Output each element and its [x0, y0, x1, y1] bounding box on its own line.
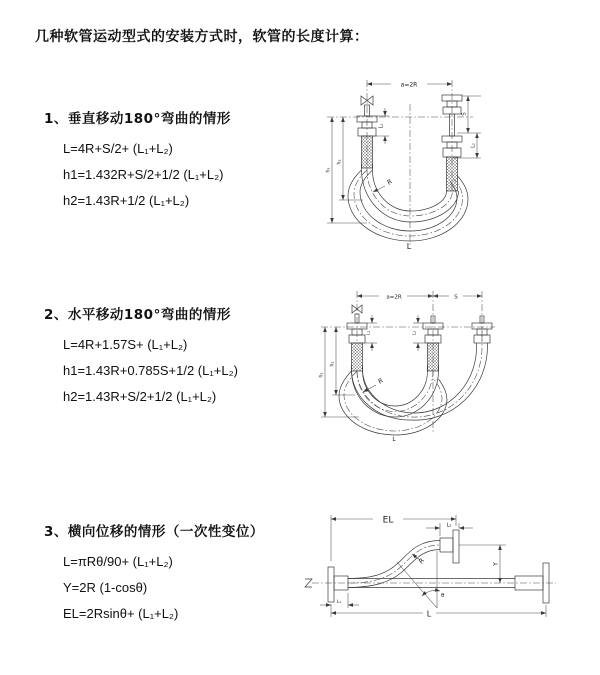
braided-hose [447, 157, 458, 191]
radius-callout [363, 376, 385, 392]
diagram-horizontal-180-bend [303, 283, 498, 448]
dim-y [459, 545, 506, 583]
braided-hose [362, 136, 373, 168]
dim-label-a2r: a=2R [386, 294, 402, 301]
break-symbol [305, 579, 312, 587]
braided-hose [352, 343, 363, 371]
dim-label-a2r: a=2R [400, 81, 418, 89]
section-heading: 2、水平移动180°弯曲的情形 [44, 307, 231, 323]
left-flange-fitting [328, 567, 348, 602]
radius-callout [373, 177, 394, 192]
dim-label-l1: L₁ [366, 330, 372, 336]
dim-label-l2: L₂ [412, 330, 418, 336]
centerlines [318, 291, 495, 433]
diagram-lateral-displacement [298, 505, 560, 625]
formula-line: Y=2R (1-cosθ) [63, 580, 148, 595]
dim-label-l2: L₂ [446, 522, 452, 529]
dim-l2 [426, 523, 473, 537]
dim-h1-h2 [326, 117, 368, 223]
centerlines [305, 579, 556, 587]
dim-l1 [365, 315, 377, 351]
dim-label-r: R [417, 556, 427, 566]
dim-label-h1: h₁ [318, 372, 325, 378]
formula-line: L=πRθ/90+ (L₁+L₂) [63, 554, 173, 569]
dim-label-h2: h₂ [329, 361, 336, 367]
diagram-vertical-180-bend [305, 72, 495, 252]
dim-a2r-s [357, 295, 482, 301]
formula-line: h2=1.43R+S/2+1/2 (L₁+L₂) [63, 389, 217, 404]
formula-line: L=4R+1.57S+ (L₁+L₂) [63, 337, 188, 352]
dim-label-l: L [392, 436, 396, 443]
dim-label-theta: θ [441, 593, 445, 599]
dim-label-l2: L₂ [470, 143, 477, 148]
formula-line: h2=1.43R+1/2 (L₁+L₂) [63, 193, 190, 208]
dim-label-l: L [406, 242, 412, 251]
dim-h1-h2 [319, 327, 360, 417]
section-heading: 3、横向位移的情形（一次性变位） [44, 524, 264, 540]
formula-line: h1=1.43R+0.785S+1/2 (L₁+L₂) [63, 363, 238, 378]
dim-label-y: Y [492, 562, 500, 566]
dim-label-l: L [426, 609, 432, 619]
dim-label-h2: h₂ [336, 159, 343, 165]
dim-l2 [412, 315, 426, 351]
left-flange-fitting [357, 105, 377, 168]
dim-label-r: R [385, 177, 394, 187]
dim-label-el: EL [382, 515, 394, 526]
dim-l [331, 604, 546, 619]
radius-construction [397, 551, 445, 608]
dim-label-l1: L₁ [378, 123, 385, 129]
dim-label-r: R [376, 376, 385, 386]
middle-flange-fitting [423, 316, 443, 371]
dim-label-s: S [461, 112, 468, 116]
upper-flange-fitting [440, 530, 459, 563]
section-horizontal-180 [44, 303, 238, 410]
section-heading: 1、垂直移动180°弯曲的情形 [44, 111, 231, 127]
page-title: 几种软管运动型式的安装方式时，软管的长度计算： [35, 29, 369, 45]
section-vertical-180 [44, 107, 231, 214]
dim-label-s: S [454, 294, 458, 301]
dim-a2r [367, 82, 452, 89]
formula-line: L=4R+S/2+ (L₁+L₂) [63, 141, 173, 156]
dim-l1 [320, 593, 359, 608]
formula-line: h1=1.432R+S/2+1/2 (L₁+L₂) [63, 167, 224, 182]
dim-label-l1: L₁ [336, 600, 342, 605]
section-lateral-displacement [44, 520, 264, 627]
hose-displaced-position [348, 541, 440, 588]
braided-hose [428, 343, 439, 371]
formula-line: EL=2Rsinθ+ (L₁+L₂) [63, 606, 179, 621]
dim-label-h1: h₁ [325, 167, 332, 173]
